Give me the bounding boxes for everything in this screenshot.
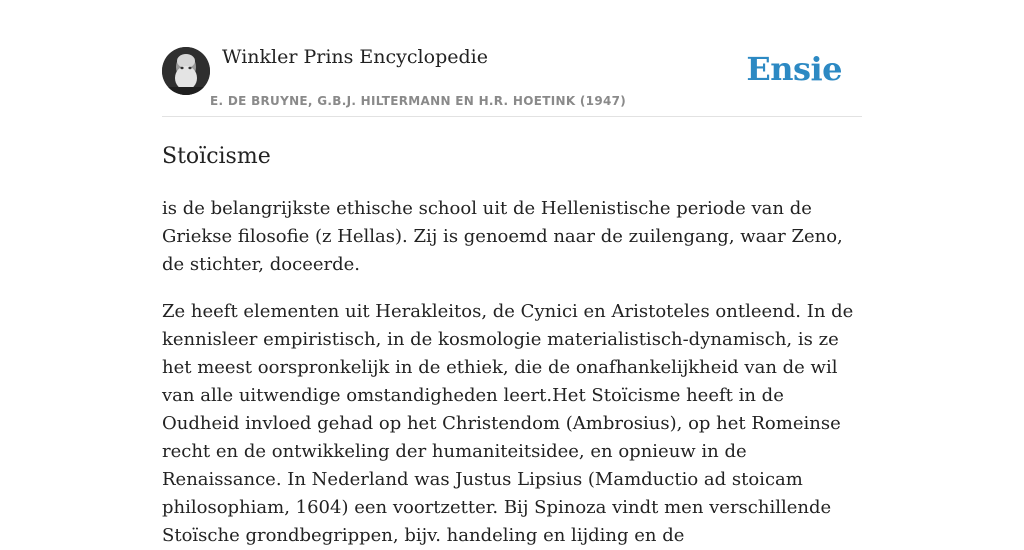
article-title: Stoïcisme: [162, 144, 271, 169]
article-paragraph: Ze heeft elementen uit Herakleitos, de Cynici en Aristoteles ontleend. In de kennisleer empiristisch, in de kosmologie materialistisch-dynamisch, is ze het meest oorspronkelijk in de ethiek, die de onafhankelijkheid van de wil van alle uitwendige omstandigheden leert.Het Stoïcisme heeft in de Oudheid invloed gehad op het Christendom (Ambrosius), op het Romeinse recht en de ontwikkeling der humaniteitsidee, en opnieuw in de Renaissance. In Nederland was Justus Lipsius (Mamductio ad stoicam philosophiam, 1604) een voortzetter. Bij Spinoza vindt men verschillende Stoïsche grondbegrippen, bijv. handeling en lijding en de: [162, 301, 854, 546]
author-avatar[interactable]: [162, 47, 210, 95]
article-header: [162, 0, 862, 117]
publication-authors: E. DE BRUYNE, G.B.J. HILTERMANN EN H.R. HOETINK (1947): [210, 94, 627, 108]
page-container: [162, 0, 862, 550]
ensie-logo[interactable]: Ensie: [746, 50, 842, 88]
publication-title[interactable]: Winkler Prins Encyclopedie: [222, 46, 488, 68]
article-paragraph: is de belangrijkste ethische school uit de Hellenistische periode van de Griekse filosofie (z Hellas). Zij is genoemd naar de zuilengang, waar Zeno, de stichter, doceerde.: [162, 198, 843, 275]
portrait-photo-icon: [162, 47, 210, 95]
